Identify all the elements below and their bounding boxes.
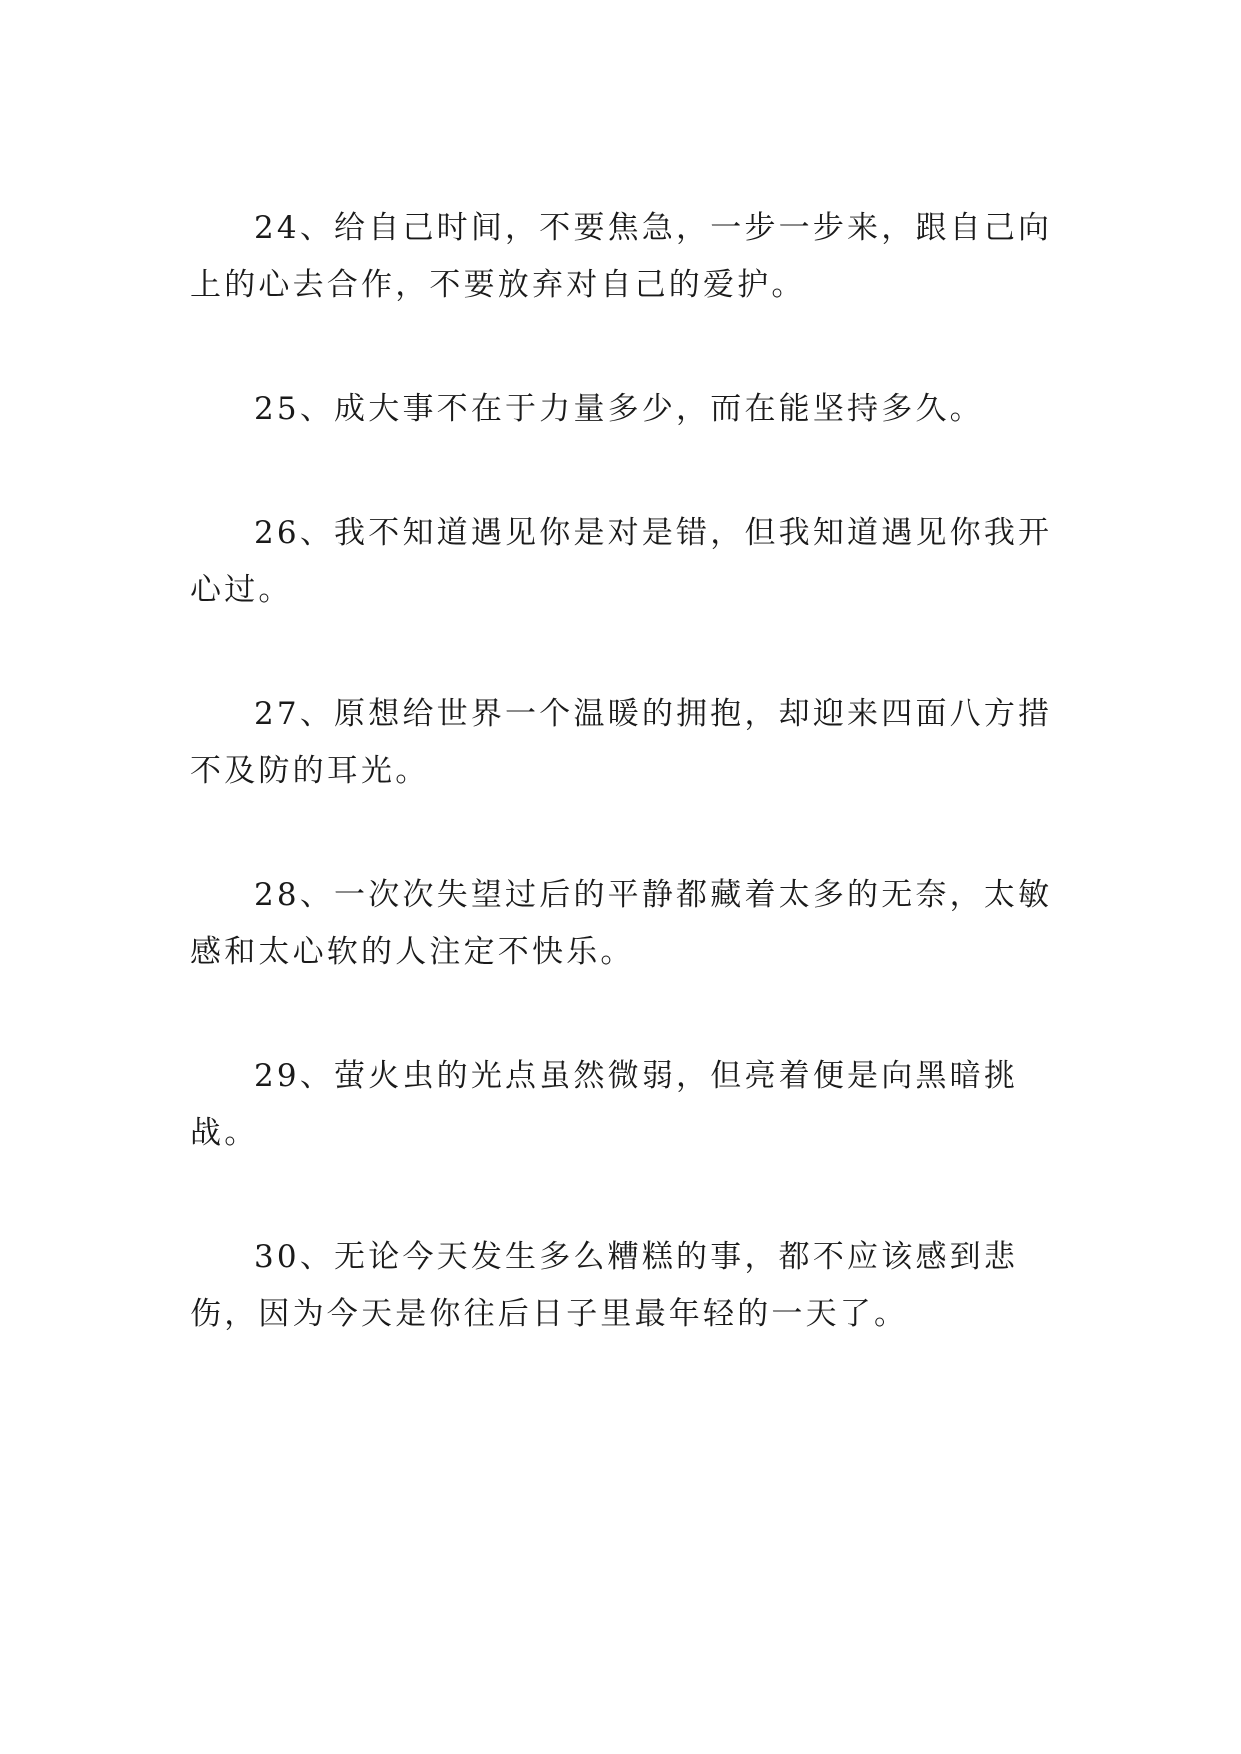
document-body (190, 200, 1070, 1410)
quote-paragraph-28: 28、一次次失望过后的平静都藏着太多的无奈，太敏感和太心软的人注定不快乐。 (190, 877, 1053, 970)
quote-paragraph-25: 25、成大事不在于力量多少，而在能坚持多久。 (254, 391, 984, 427)
quote-paragraph-30: 30、无论今天发生多么糟糕的事，都不应该感到悲伤，因为今天是你往后日子里最年轻的一天了。 (190, 1239, 1019, 1332)
quote-paragraph-26: 26、我不知道遇见你是对是错，但我知道遇见你我开心过。 (190, 515, 1053, 608)
quote-paragraph-27: 27、原想给世界一个温暖的拥抱，却迎来四面八方措不及防的耳光。 (190, 696, 1053, 789)
quote-paragraph-24: 24、给自己时间，不要焦急，一步一步来，跟自己向上的心去合作，不要放弃对自己的爱护。 (190, 210, 1053, 303)
quote-paragraph-29: 29、萤火虫的光点虽然微弱，但亮着便是向黑暗挑战。 (190, 1058, 1019, 1151)
